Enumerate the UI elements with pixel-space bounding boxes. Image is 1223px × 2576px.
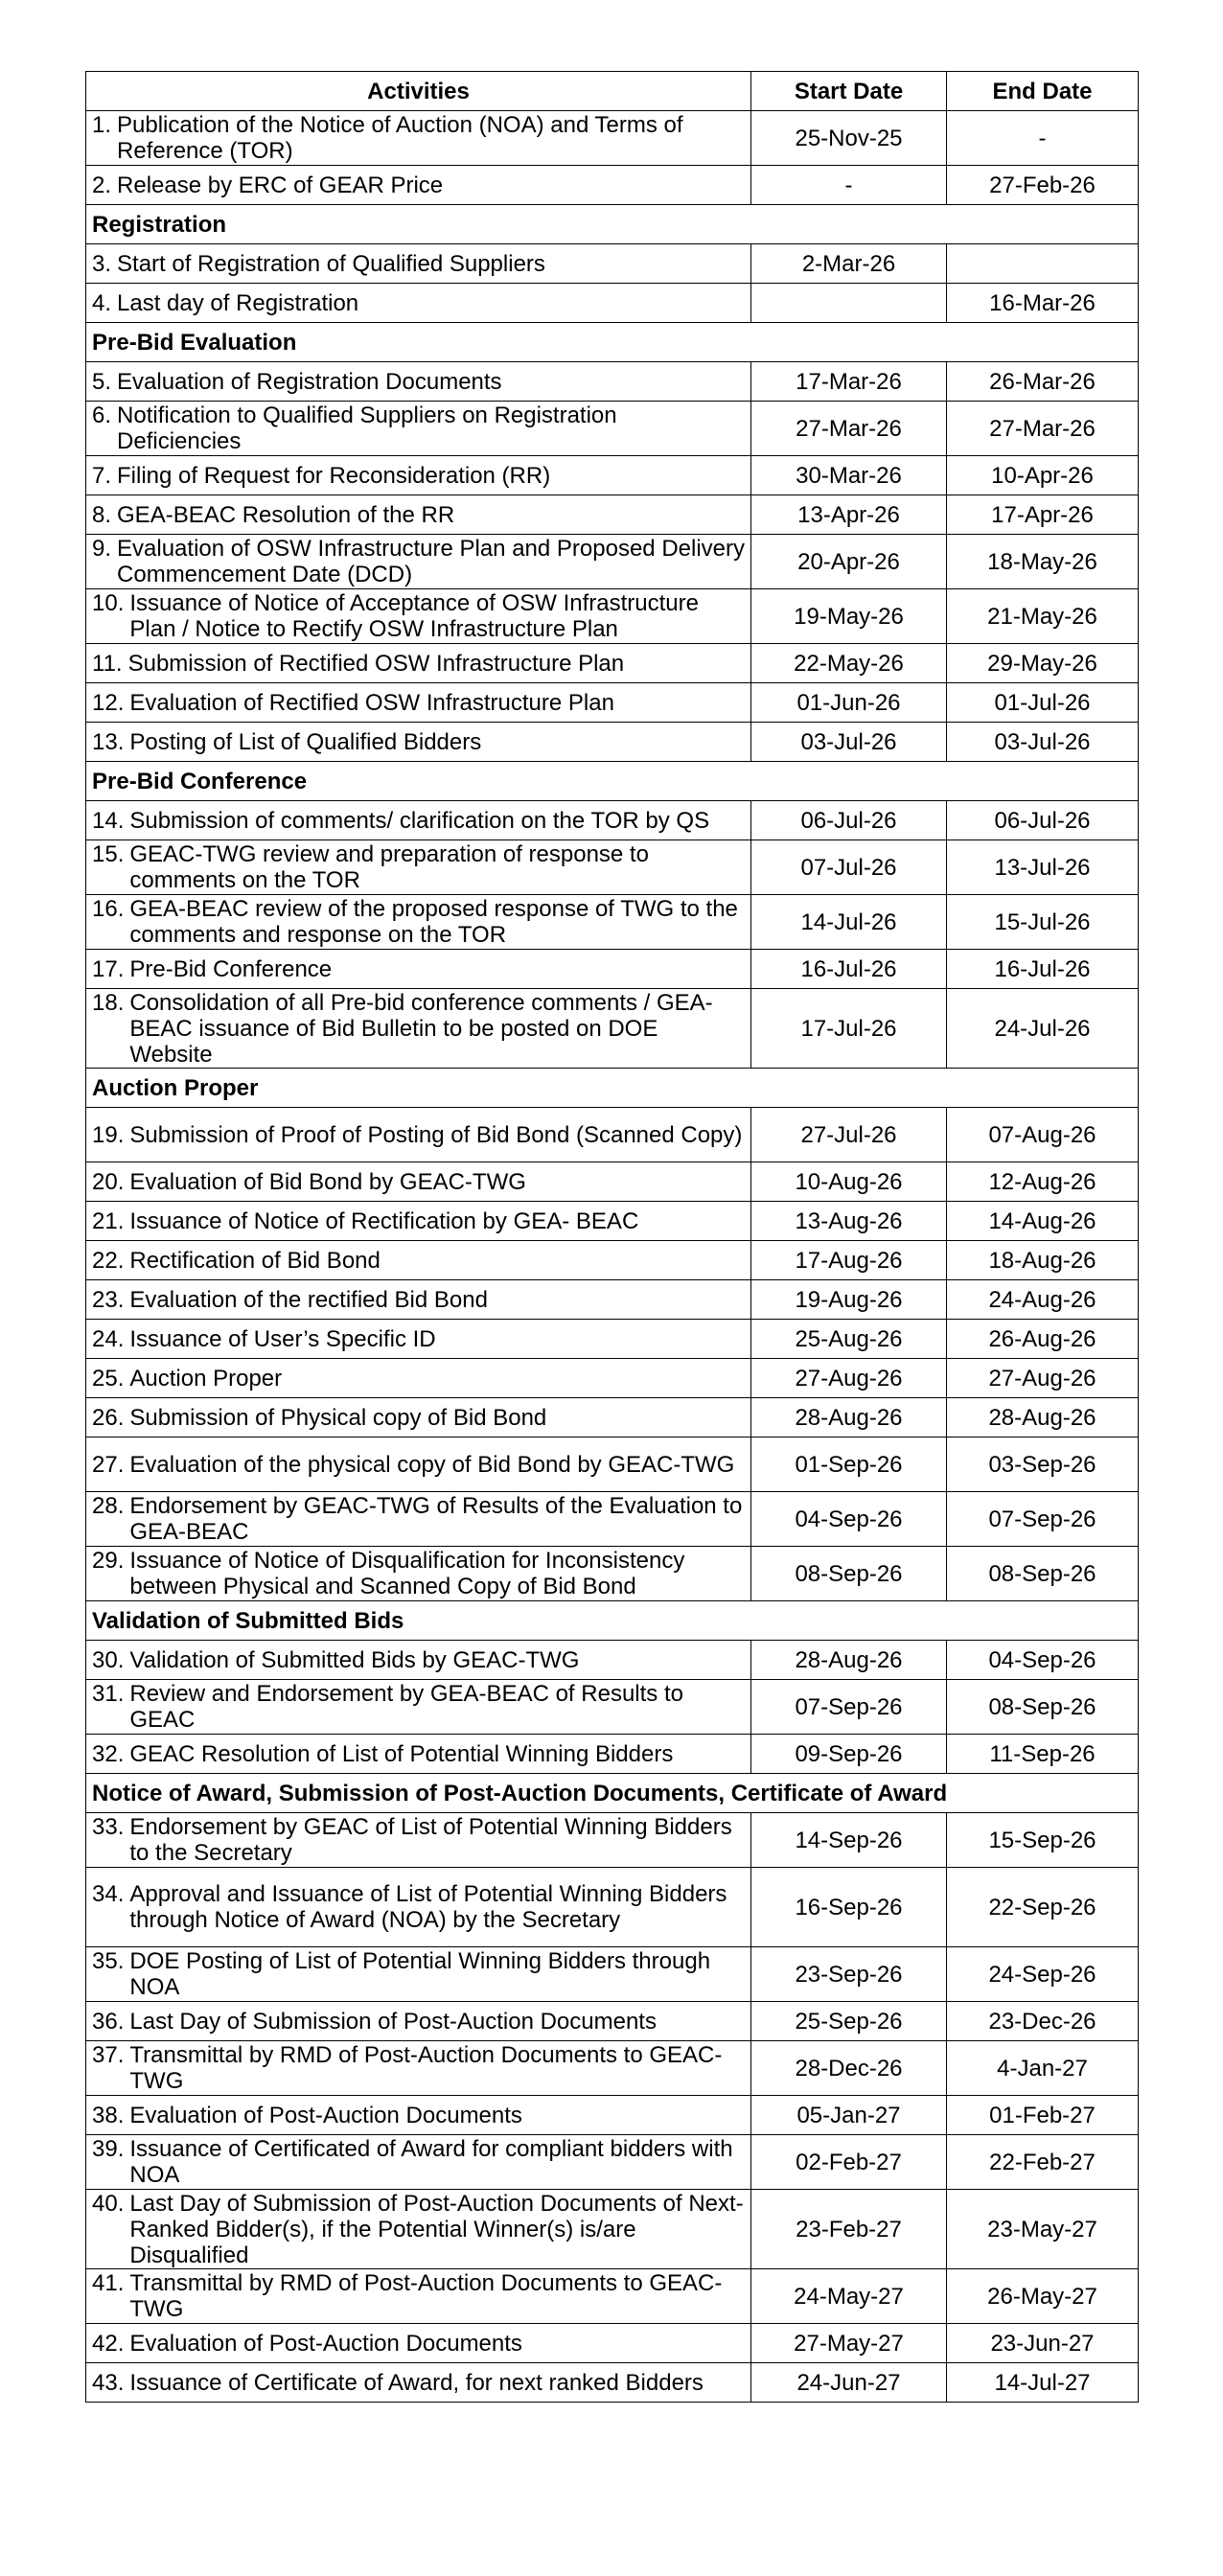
end-date-cell: 26-Mar-26 xyxy=(947,362,1139,402)
start-date-cell: 01-Jun-26 xyxy=(751,683,947,723)
activity-number: 14. xyxy=(92,807,125,834)
activity-cell xyxy=(86,1241,751,1280)
activity-row xyxy=(86,456,1139,495)
activity-cell xyxy=(86,1641,751,1680)
end-date-cell: 18-Aug-26 xyxy=(947,1241,1139,1280)
activity-cell xyxy=(86,362,751,402)
header-end-date: End Date xyxy=(947,72,1139,111)
activity-cell xyxy=(86,1108,751,1162)
activity-row xyxy=(86,1320,1139,1359)
activity-row xyxy=(86,284,1139,323)
activity-text: Pre-Bid Conference xyxy=(129,955,333,982)
start-date-cell: 28-Dec-26 xyxy=(751,2041,947,2096)
activity-number: 40. xyxy=(92,2190,125,2217)
activity-row xyxy=(86,989,1139,1069)
activity-cell xyxy=(86,801,751,840)
end-date-cell: 07-Sep-26 xyxy=(947,1492,1139,1547)
activity-text: Evaluation of Rectified OSW Infrastructure Plan xyxy=(129,689,614,716)
start-date-cell: 17-Aug-26 xyxy=(751,1241,947,1280)
activity-number: 17. xyxy=(92,955,125,982)
activity-text: Submission of Proof of Posting of Bid Bond (Scanned Copy) xyxy=(129,1121,743,1148)
activity-cell xyxy=(86,1868,751,1947)
start-date-cell: 07-Sep-26 xyxy=(751,1680,947,1735)
activity-text: Endorsement by GEAC-TWG of Results of the Evaluation to GEA-BEAC xyxy=(129,1493,743,1545)
activity-text: Issuance of Certificate of Award, for next ranked Bidders xyxy=(129,2369,704,2396)
end-date-cell: 14-Aug-26 xyxy=(947,1202,1139,1241)
start-date-cell: 25-Nov-25 xyxy=(751,111,947,166)
activity-number: 13. xyxy=(92,728,125,755)
activity-number: 24. xyxy=(92,1325,125,1352)
start-date-cell: 27-Jul-26 xyxy=(751,1108,947,1162)
start-date-cell: 25-Aug-26 xyxy=(751,1320,947,1359)
end-date-cell: 10-Apr-26 xyxy=(947,456,1139,495)
activity-text: Issuance of Notice of Acceptance of OSW Infrastructure Plan / Notice to Rectify OSW Infrastructure Plan xyxy=(129,590,699,642)
end-date-cell: 06-Jul-26 xyxy=(947,801,1139,840)
start-date-cell: - xyxy=(751,166,947,205)
activity-number: 20. xyxy=(92,1168,125,1195)
start-date-cell: 19-Aug-26 xyxy=(751,1280,947,1320)
activity-number: 39. xyxy=(92,2136,125,2162)
activity-number: 1. xyxy=(92,112,112,138)
activity-text: Issuance of Notice of Rectification by GEA- BEAC xyxy=(129,1208,639,1234)
activity-row xyxy=(86,2096,1139,2135)
start-date-cell: 13-Aug-26 xyxy=(751,1202,947,1241)
activity-text: Start of Registration of Qualified Suppliers xyxy=(117,250,545,277)
activity-cell xyxy=(86,1547,751,1601)
activity-text: DOE Posting of List of Potential Winning Bidders through NOA xyxy=(129,1948,711,2000)
activity-row xyxy=(86,244,1139,284)
end-date-cell: 08-Sep-26 xyxy=(947,1547,1139,1601)
activity-cell xyxy=(86,1492,751,1547)
end-date-cell: 03-Sep-26 xyxy=(947,1438,1139,1492)
activity-row xyxy=(86,1202,1139,1241)
end-date-cell: 16-Mar-26 xyxy=(947,284,1139,323)
activity-cell xyxy=(86,2269,751,2324)
activity-cell xyxy=(86,840,751,895)
activity-number: 18. xyxy=(92,989,125,1016)
activity-text: Last day of Registration xyxy=(117,289,359,316)
activity-cell xyxy=(86,2041,751,2096)
end-date-cell xyxy=(947,244,1139,284)
activity-text: Evaluation of the physical copy of Bid Bond by GEAC-TWG xyxy=(129,1451,735,1478)
end-date-cell: 23-Jun-27 xyxy=(947,2324,1139,2363)
activity-row xyxy=(86,1280,1139,1320)
activity-row xyxy=(86,1547,1139,1601)
end-date-cell: 28-Aug-26 xyxy=(947,1398,1139,1438)
activity-cell xyxy=(86,2096,751,2135)
activity-cell xyxy=(86,456,751,495)
activity-text: Auction Proper xyxy=(129,1365,283,1392)
activity-number: 4. xyxy=(92,289,112,316)
start-date-cell xyxy=(751,284,947,323)
activity-number: 21. xyxy=(92,1208,125,1234)
activity-number: 33. xyxy=(92,1814,125,1840)
header-start-date: Start Date xyxy=(751,72,947,111)
activity-row xyxy=(86,644,1139,683)
end-date-cell: 23-Dec-26 xyxy=(947,2002,1139,2041)
start-date-cell: 05-Jan-27 xyxy=(751,2096,947,2135)
activity-row xyxy=(86,1813,1139,1868)
activity-number: 27. xyxy=(92,1451,125,1478)
activity-row xyxy=(86,2363,1139,2403)
activity-cell xyxy=(86,284,751,323)
activity-number: 22. xyxy=(92,1247,125,1274)
start-date-cell: 30-Mar-26 xyxy=(751,456,947,495)
activity-text: Last Day of Submission of Post-Auction Documents of Next-Ranked Bidder(s), if the Potential Winner(s) is/are Disqualified xyxy=(129,2190,744,2268)
activity-text: GEAC-TWG review and preparation of response to comments on the TOR xyxy=(129,841,649,893)
activity-cell xyxy=(86,1202,751,1241)
activity-row xyxy=(86,2041,1139,2096)
activity-number: 41. xyxy=(92,2270,125,2296)
activity-text: Evaluation of OSW Infrastructure Plan and Proposed Delivery Commencement Date (DCD) xyxy=(117,536,745,587)
start-date-cell: 10-Aug-26 xyxy=(751,1162,947,1202)
activity-text: Issuance of Notice of Disqualification for Inconsistency between Physical and Scanned Copy of Bid Bond xyxy=(129,1548,685,1599)
start-date-cell: 27-Mar-26 xyxy=(751,402,947,456)
activity-text: Evaluation of Registration Documents xyxy=(117,368,502,395)
section-row xyxy=(86,762,1139,801)
activity-cell xyxy=(86,2002,751,2041)
section-heading: Auction Proper xyxy=(86,1069,1139,1108)
activity-number: 16. xyxy=(92,896,125,922)
end-date-cell: 15-Jul-26 xyxy=(947,895,1139,950)
activity-number: 31. xyxy=(92,1681,125,1707)
activity-number: 36. xyxy=(92,2008,125,2035)
activity-number: 11. xyxy=(92,650,123,677)
activity-row xyxy=(86,1108,1139,1162)
end-date-cell: - xyxy=(947,111,1139,166)
start-date-cell: 07-Jul-26 xyxy=(751,840,947,895)
activity-row xyxy=(86,895,1139,950)
activity-number: 30. xyxy=(92,1646,125,1673)
start-date-cell: 24-Jun-27 xyxy=(751,2363,947,2403)
activity-row xyxy=(86,801,1139,840)
activity-number: 43. xyxy=(92,2369,125,2396)
end-date-cell: 26-Aug-26 xyxy=(947,1320,1139,1359)
activity-row xyxy=(86,1947,1139,2002)
start-date-cell: 23-Feb-27 xyxy=(751,2190,947,2269)
activity-text: Submission of Rectified OSW Infrastructure Plan xyxy=(127,650,625,677)
activity-cell xyxy=(86,495,751,535)
activity-text: GEA-BEAC Resolution of the RR xyxy=(117,501,455,528)
activity-cell xyxy=(86,111,751,166)
activity-cell xyxy=(86,683,751,723)
activity-cell xyxy=(86,950,751,989)
activity-number: 34. xyxy=(92,1881,125,1907)
activity-number: 23. xyxy=(92,1286,125,1313)
end-date-cell: 01-Jul-26 xyxy=(947,683,1139,723)
end-date-cell: 03-Jul-26 xyxy=(947,723,1139,762)
activity-row xyxy=(86,1162,1139,1202)
activity-number: 25. xyxy=(92,1365,125,1392)
start-date-cell: 04-Sep-26 xyxy=(751,1492,947,1547)
end-date-cell: 27-Feb-26 xyxy=(947,166,1139,205)
activity-row xyxy=(86,495,1139,535)
activity-number: 38. xyxy=(92,2102,125,2128)
activity-text: GEAC Resolution of List of Potential Winning Bidders xyxy=(129,1740,674,1767)
activity-number: 8. xyxy=(92,501,112,528)
activity-text: Posting of List of Qualified Bidders xyxy=(129,728,482,755)
activity-number: 9. xyxy=(92,536,112,562)
end-date-cell: 18-May-26 xyxy=(947,535,1139,589)
end-date-cell: 07-Aug-26 xyxy=(947,1108,1139,1162)
end-date-cell: 24-Aug-26 xyxy=(947,1280,1139,1320)
activity-cell xyxy=(86,166,751,205)
activity-row xyxy=(86,402,1139,456)
activity-row xyxy=(86,166,1139,205)
activity-text: Publication of the Notice of Auction (NOA) and Terms of Reference (TOR) xyxy=(117,112,683,164)
activity-cell xyxy=(86,244,751,284)
activity-text: Evaluation of Post-Auction Documents xyxy=(129,2102,522,2128)
section-heading: Notice of Award, Submission of Post-Auction Documents, Certificate of Award xyxy=(86,1774,1139,1813)
activity-text: GEA-BEAC review of the proposed response of TWG to the comments and response on the TOR xyxy=(129,896,738,948)
activity-row xyxy=(86,2002,1139,2041)
activity-text: Release by ERC of GEAR Price xyxy=(117,172,444,198)
activity-text: Issuance of Certificated of Award for compliant bidders with NOA xyxy=(129,2136,733,2188)
activity-text: Evaluation of the rectified Bid Bond xyxy=(129,1286,488,1313)
end-date-cell: 13-Jul-26 xyxy=(947,840,1139,895)
activity-cell xyxy=(86,2190,751,2269)
activity-cell xyxy=(86,1320,751,1359)
activity-row xyxy=(86,1398,1139,1438)
activity-number: 28. xyxy=(92,1493,125,1519)
activity-text: Notification to Qualified Suppliers on Registration Deficiencies xyxy=(117,402,617,454)
activity-cell xyxy=(86,1438,751,1492)
start-date-cell: 20-Apr-26 xyxy=(751,535,947,589)
start-date-cell: 27-Aug-26 xyxy=(751,1359,947,1398)
section-row xyxy=(86,1774,1139,1813)
activity-text: Consolidation of all Pre-bid conference comments / GEA-BEAC issuance of Bid Bulletin to be posted on DOE Website xyxy=(129,989,713,1068)
end-date-cell: 29-May-26 xyxy=(947,644,1139,683)
activity-cell xyxy=(86,1947,751,2002)
activity-cell xyxy=(86,2324,751,2363)
activity-number: 12. xyxy=(92,689,125,716)
activity-row xyxy=(86,362,1139,402)
activity-text: Rectification of Bid Bond xyxy=(129,1247,381,1274)
header-activities: Activities xyxy=(86,72,751,111)
activity-text: Transmittal by RMD of Post-Auction Documents to GEAC-TWG xyxy=(129,2270,723,2322)
start-date-cell: 24-May-27 xyxy=(751,2269,947,2324)
activity-row xyxy=(86,1735,1139,1774)
activity-cell xyxy=(86,1813,751,1868)
activity-row xyxy=(86,111,1139,166)
activity-row xyxy=(86,535,1139,589)
end-date-cell: 26-May-27 xyxy=(947,2269,1139,2324)
activity-row xyxy=(86,1492,1139,1547)
activity-cell xyxy=(86,1162,751,1202)
start-date-cell: 06-Jul-26 xyxy=(751,801,947,840)
end-date-cell: 15-Sep-26 xyxy=(947,1813,1139,1868)
end-date-cell: 22-Sep-26 xyxy=(947,1868,1139,1947)
section-heading: Pre-Bid Conference xyxy=(86,762,1139,801)
activity-cell xyxy=(86,2135,751,2190)
start-date-cell: 03-Jul-26 xyxy=(751,723,947,762)
start-date-cell: 17-Jul-26 xyxy=(751,989,947,1069)
activity-number: 35. xyxy=(92,1948,125,1974)
end-date-cell: 27-Mar-26 xyxy=(947,402,1139,456)
schedule-body xyxy=(86,111,1139,2403)
start-date-cell: 09-Sep-26 xyxy=(751,1735,947,1774)
activity-cell xyxy=(86,1359,751,1398)
section-heading: Validation of Submitted Bids xyxy=(86,1601,1139,1641)
end-date-cell: 04-Sep-26 xyxy=(947,1641,1139,1680)
activity-row xyxy=(86,1641,1139,1680)
end-date-cell: 16-Jul-26 xyxy=(947,950,1139,989)
activity-number: 6. xyxy=(92,402,112,428)
activity-row xyxy=(86,1868,1139,1947)
activity-number: 3. xyxy=(92,250,112,277)
start-date-cell: 2-Mar-26 xyxy=(751,244,947,284)
activity-row xyxy=(86,2269,1139,2324)
end-date-cell: 27-Aug-26 xyxy=(947,1359,1139,1398)
start-date-cell: 23-Sep-26 xyxy=(751,1947,947,2002)
activity-cell xyxy=(86,589,751,644)
activity-cell xyxy=(86,1280,751,1320)
activity-row xyxy=(86,840,1139,895)
end-date-cell: 24-Jul-26 xyxy=(947,989,1139,1069)
start-date-cell: 27-May-27 xyxy=(751,2324,947,2363)
activity-cell xyxy=(86,402,751,456)
activity-cell xyxy=(86,2363,751,2403)
activity-number: 29. xyxy=(92,1548,125,1574)
end-date-cell: 4-Jan-27 xyxy=(947,2041,1139,2096)
start-date-cell: 13-Apr-26 xyxy=(751,495,947,535)
activity-cell xyxy=(86,1735,751,1774)
activity-text: Filing of Request for Reconsideration (RR) xyxy=(117,462,551,489)
activity-row xyxy=(86,1680,1139,1735)
section-row xyxy=(86,205,1139,244)
end-date-cell: 23-May-27 xyxy=(947,2190,1139,2269)
section-heading: Registration xyxy=(86,205,1139,244)
activity-text: Review and Endorsement by GEA-BEAC of Results to GEAC xyxy=(129,1681,683,1733)
start-date-cell: 19-May-26 xyxy=(751,589,947,644)
activity-text: Evaluation of Bid Bond by GEAC-TWG xyxy=(129,1168,526,1195)
section-row xyxy=(86,1601,1139,1641)
start-date-cell: 02-Feb-27 xyxy=(751,2135,947,2190)
activity-number: 5. xyxy=(92,368,112,395)
start-date-cell: 16-Jul-26 xyxy=(751,950,947,989)
activity-row xyxy=(86,2135,1139,2190)
start-date-cell: 14-Jul-26 xyxy=(751,895,947,950)
section-row xyxy=(86,323,1139,362)
activity-text: Submission of Physical copy of Bid Bond xyxy=(129,1404,547,1431)
activity-number: 7. xyxy=(92,462,112,489)
header-row xyxy=(86,72,1139,111)
activity-cell xyxy=(86,1680,751,1735)
activity-row xyxy=(86,723,1139,762)
activity-text: Submission of comments/ clarification on the TOR by QS xyxy=(129,807,710,834)
end-date-cell: 24-Sep-26 xyxy=(947,1947,1139,2002)
activity-text: Endorsement by GEAC of List of Potential Winning Bidders to the Secretary xyxy=(129,1814,732,1866)
activity-text: Evaluation of Post-Auction Documents xyxy=(129,2330,522,2357)
end-date-cell: 11-Sep-26 xyxy=(947,1735,1139,1774)
activity-text: Transmittal by RMD of Post-Auction Documents to GEAC-TWG xyxy=(129,2042,723,2094)
activity-cell xyxy=(86,989,751,1069)
activity-number: 2. xyxy=(92,172,112,198)
activity-text: Issuance of User’s Specific ID xyxy=(129,1325,436,1352)
activity-text: Validation of Submitted Bids by GEAC-TWG xyxy=(129,1646,580,1673)
activity-row xyxy=(86,2190,1139,2269)
start-date-cell: 22-May-26 xyxy=(751,644,947,683)
activity-number: 19. xyxy=(92,1121,125,1148)
schedule-table xyxy=(85,71,1139,2403)
activity-row xyxy=(86,683,1139,723)
end-date-cell: 01-Feb-27 xyxy=(947,2096,1139,2135)
activity-number: 37. xyxy=(92,2042,125,2068)
section-row xyxy=(86,1069,1139,1108)
start-date-cell: 17-Mar-26 xyxy=(751,362,947,402)
start-date-cell: 28-Aug-26 xyxy=(751,1641,947,1680)
activity-number: 42. xyxy=(92,2330,125,2357)
end-date-cell: 12-Aug-26 xyxy=(947,1162,1139,1202)
activity-row xyxy=(86,589,1139,644)
activity-row xyxy=(86,1438,1139,1492)
activity-row xyxy=(86,1241,1139,1280)
activity-row xyxy=(86,1359,1139,1398)
start-date-cell: 16-Sep-26 xyxy=(751,1868,947,1947)
end-date-cell: 08-Sep-26 xyxy=(947,1680,1139,1735)
start-date-cell: 25-Sep-26 xyxy=(751,2002,947,2041)
activity-text: Last Day of Submission of Post-Auction Documents xyxy=(129,2008,657,2035)
activity-cell xyxy=(86,895,751,950)
activity-cell xyxy=(86,1398,751,1438)
activity-cell xyxy=(86,644,751,683)
activity-text: Approval and Issuance of List of Potential Winning Bidders through Notice of Award (NOA) by the Secretary xyxy=(129,1881,727,1933)
activity-number: 32. xyxy=(92,1740,125,1767)
end-date-cell: 22-Feb-27 xyxy=(947,2135,1139,2190)
activity-number: 10. xyxy=(92,590,125,616)
activity-row xyxy=(86,2324,1139,2363)
start-date-cell: 14-Sep-26 xyxy=(751,1813,947,1868)
activity-row xyxy=(86,950,1139,989)
start-date-cell: 01-Sep-26 xyxy=(751,1438,947,1492)
activity-number: 15. xyxy=(92,841,125,867)
start-date-cell: 08-Sep-26 xyxy=(751,1547,947,1601)
activity-cell xyxy=(86,723,751,762)
end-date-cell: 14-Jul-27 xyxy=(947,2363,1139,2403)
end-date-cell: 17-Apr-26 xyxy=(947,495,1139,535)
activity-number: 26. xyxy=(92,1404,125,1431)
end-date-cell: 21-May-26 xyxy=(947,589,1139,644)
start-date-cell: 28-Aug-26 xyxy=(751,1398,947,1438)
activity-cell xyxy=(86,535,751,589)
section-heading: Pre-Bid Evaluation xyxy=(86,323,1139,362)
